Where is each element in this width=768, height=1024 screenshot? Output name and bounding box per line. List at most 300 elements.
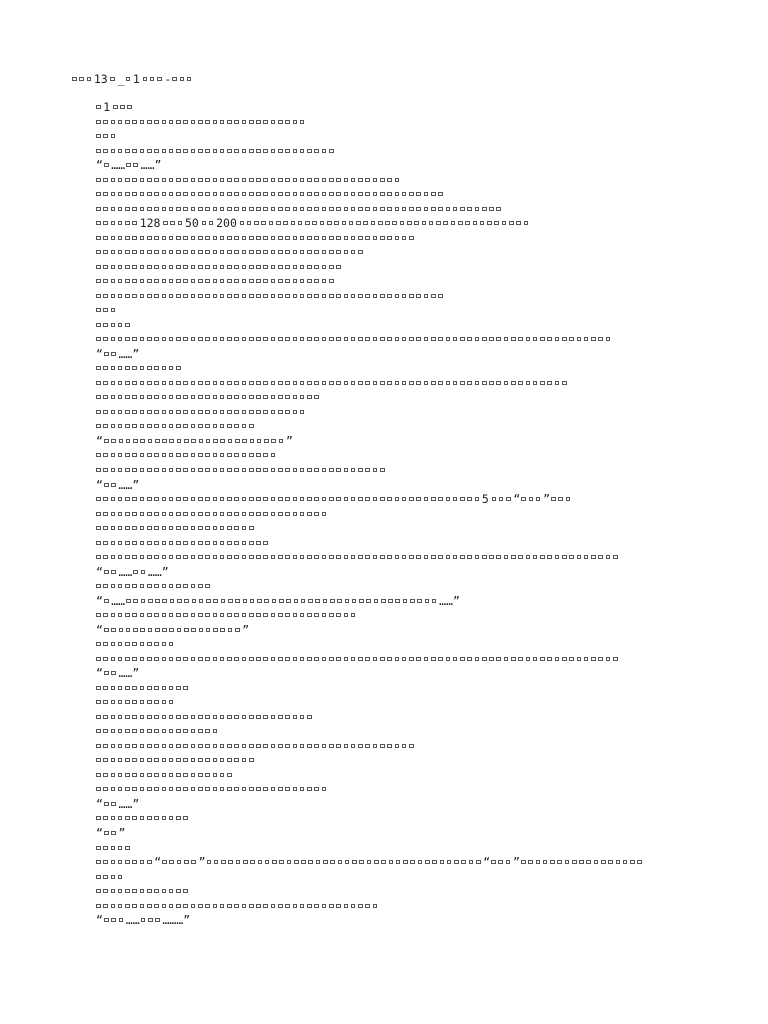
body-line <box>96 608 358 622</box>
missing-glyph-box <box>330 599 335 604</box>
missing-glyph-box <box>300 207 305 212</box>
missing-glyph-box <box>111 308 116 313</box>
missing-glyph-box <box>198 395 203 400</box>
missing-glyph-box <box>263 512 268 517</box>
missing-glyph-box <box>198 904 203 909</box>
body-line <box>96 405 307 419</box>
missing-glyph-box <box>103 308 108 313</box>
missing-glyph-box <box>103 265 108 270</box>
missing-glyph-box <box>307 192 312 197</box>
missing-glyph-box <box>467 497 472 502</box>
missing-glyph-box <box>227 453 232 458</box>
missing-glyph-box <box>191 439 196 444</box>
missing-glyph-box <box>198 149 203 154</box>
missing-glyph-box <box>256 265 261 270</box>
missing-glyph-box <box>322 512 327 517</box>
missing-glyph-box <box>176 337 181 342</box>
missing-glyph-box <box>111 178 116 183</box>
missing-glyph-box <box>387 178 392 183</box>
missing-glyph-box <box>227 526 232 531</box>
missing-glyph-box <box>192 599 197 604</box>
missing-glyph-box <box>256 410 261 415</box>
missing-glyph-box <box>351 657 356 662</box>
missing-glyph-box <box>227 149 232 154</box>
missing-glyph-box <box>387 744 392 749</box>
missing-glyph-box <box>96 395 101 400</box>
missing-glyph-box <box>234 410 239 415</box>
missing-glyph-box <box>431 207 436 212</box>
missing-glyph-box <box>380 497 385 502</box>
missing-glyph-box <box>198 715 203 720</box>
missing-glyph-box <box>111 657 116 662</box>
missing-glyph-box <box>536 497 541 502</box>
missing-glyph-box <box>242 236 247 241</box>
missing-glyph-box <box>140 657 145 662</box>
missing-glyph-box <box>491 860 496 865</box>
missing-glyph-box <box>111 889 116 894</box>
missing-glyph-box <box>322 497 327 502</box>
missing-glyph-box <box>96 729 101 734</box>
missing-glyph-box <box>460 337 465 342</box>
missing-glyph-box <box>227 904 232 909</box>
missing-glyph-box <box>154 410 159 415</box>
missing-glyph-box <box>169 337 174 342</box>
missing-glyph-box <box>234 715 239 720</box>
missing-glyph-box <box>518 657 523 662</box>
missing-glyph-box <box>183 424 188 429</box>
visible-text: …… <box>111 158 126 172</box>
missing-glyph-box <box>336 555 341 560</box>
missing-glyph-box <box>148 918 153 923</box>
missing-glyph-box <box>220 395 225 400</box>
missing-glyph-box <box>278 381 283 386</box>
missing-glyph-box <box>432 860 437 865</box>
missing-glyph-box <box>249 337 254 342</box>
missing-glyph-box <box>263 613 268 618</box>
missing-glyph-box <box>162 265 167 270</box>
missing-glyph-box <box>263 149 268 154</box>
missing-glyph-box <box>111 221 116 226</box>
missing-glyph-box <box>154 889 159 894</box>
missing-glyph-box <box>213 294 218 299</box>
missing-glyph-box <box>263 236 268 241</box>
missing-glyph-box <box>183 410 188 415</box>
missing-glyph-box <box>118 294 123 299</box>
missing-glyph-box <box>416 555 421 560</box>
missing-glyph-box <box>227 250 232 255</box>
missing-glyph-box <box>176 395 181 400</box>
missing-glyph-box <box>147 787 152 792</box>
missing-glyph-box <box>344 294 349 299</box>
missing-glyph-box <box>279 439 284 444</box>
missing-glyph-box <box>446 207 451 212</box>
missing-glyph-box <box>307 149 312 154</box>
missing-glyph-box <box>140 395 145 400</box>
missing-glyph-box <box>432 599 437 604</box>
missing-glyph-box <box>162 453 167 458</box>
missing-glyph-box <box>293 381 298 386</box>
missing-glyph-box <box>365 468 370 473</box>
missing-glyph-box <box>103 424 108 429</box>
missing-glyph-box <box>482 337 487 342</box>
missing-glyph-box <box>140 555 145 560</box>
missing-glyph-box <box>96 758 101 763</box>
visible-text: 5 <box>481 492 489 506</box>
body-line <box>96 478 140 492</box>
missing-glyph-box <box>155 628 160 633</box>
visible-text: 128 <box>139 216 161 230</box>
missing-glyph-box <box>140 250 145 255</box>
missing-glyph-box <box>140 497 145 502</box>
visible-text: ………” <box>162 913 191 927</box>
missing-glyph-box <box>344 555 349 560</box>
missing-glyph-box <box>540 555 545 560</box>
missing-glyph-box <box>176 120 181 125</box>
missing-glyph-box <box>307 657 312 662</box>
missing-glyph-box <box>285 410 290 415</box>
missing-glyph-box <box>220 453 225 458</box>
missing-glyph-box <box>125 279 130 284</box>
missing-glyph-box <box>140 613 145 618</box>
missing-glyph-box <box>169 526 174 531</box>
missing-glyph-box <box>344 381 349 386</box>
missing-glyph-box <box>431 657 436 662</box>
missing-glyph-box <box>147 904 152 909</box>
missing-glyph-box <box>336 613 341 618</box>
missing-glyph-box <box>314 657 319 662</box>
missing-glyph-box <box>278 715 283 720</box>
missing-glyph-box <box>205 555 210 560</box>
missing-glyph-box <box>183 889 188 894</box>
missing-glyph-box <box>606 337 611 342</box>
missing-glyph-box <box>285 512 290 517</box>
missing-glyph-box <box>467 207 472 212</box>
missing-glyph-box <box>118 758 123 763</box>
missing-glyph-box <box>169 889 174 894</box>
missing-glyph-box <box>96 773 101 778</box>
missing-glyph-box <box>403 860 408 865</box>
missing-glyph-box <box>213 381 218 386</box>
missing-glyph-box <box>366 599 371 604</box>
missing-glyph-box <box>126 163 131 168</box>
missing-glyph-box <box>249 613 254 618</box>
missing-glyph-box <box>301 860 306 865</box>
missing-glyph-box <box>96 512 101 517</box>
missing-glyph-box <box>278 468 283 473</box>
missing-glyph-box <box>103 700 108 705</box>
missing-glyph-box <box>373 178 378 183</box>
missing-glyph-box <box>285 207 290 212</box>
missing-glyph-box <box>278 279 283 284</box>
missing-glyph-box <box>176 178 181 183</box>
missing-glyph-box <box>285 904 290 909</box>
missing-glyph-box <box>336 497 341 502</box>
missing-glyph-box <box>438 497 443 502</box>
missing-glyph-box <box>242 207 247 212</box>
missing-glyph-box <box>528 860 533 865</box>
missing-glyph-box <box>562 555 567 560</box>
missing-glyph-box <box>300 555 305 560</box>
missing-glyph-box <box>140 773 145 778</box>
missing-glyph-box <box>263 381 268 386</box>
missing-glyph-box <box>140 366 145 371</box>
missing-glyph-box <box>577 337 582 342</box>
missing-glyph-box <box>349 221 354 226</box>
missing-glyph-box <box>320 221 325 226</box>
missing-glyph-box <box>176 424 181 429</box>
body-line <box>96 216 531 230</box>
missing-glyph-box <box>387 657 392 662</box>
body-line <box>96 376 569 390</box>
missing-glyph-box <box>577 657 582 662</box>
missing-glyph-box <box>220 149 225 154</box>
missing-glyph-box <box>402 192 407 197</box>
missing-glyph-box <box>220 381 225 386</box>
missing-glyph-box <box>191 758 196 763</box>
missing-glyph-box <box>191 541 196 546</box>
body-line <box>96 666 140 680</box>
missing-glyph-box <box>176 192 181 197</box>
body-line <box>96 724 220 738</box>
missing-glyph-box <box>227 120 232 125</box>
missing-glyph-box <box>263 904 268 909</box>
missing-glyph-box <box>293 279 298 284</box>
missing-glyph-box <box>307 904 312 909</box>
missing-glyph-box <box>140 729 145 734</box>
missing-glyph-box <box>96 178 101 183</box>
missing-glyph-box <box>387 555 392 560</box>
missing-glyph-box <box>140 700 145 705</box>
missing-glyph-box <box>271 613 276 618</box>
missing-glyph-box <box>147 453 152 458</box>
missing-glyph-box <box>111 831 116 836</box>
missing-glyph-box <box>169 424 174 429</box>
missing-glyph-box <box>220 613 225 618</box>
body-line <box>96 390 322 404</box>
missing-glyph-box <box>249 904 254 909</box>
missing-glyph-box <box>169 192 174 197</box>
missing-glyph-box <box>162 628 167 633</box>
body-line <box>96 231 416 245</box>
missing-glyph-box <box>498 860 503 865</box>
missing-glyph-box <box>111 686 116 691</box>
missing-glyph-box <box>176 265 181 270</box>
missing-glyph-box <box>271 279 276 284</box>
missing-glyph-box <box>547 555 552 560</box>
missing-glyph-box <box>220 555 225 560</box>
missing-glyph-box <box>234 395 239 400</box>
missing-glyph-box <box>104 918 109 923</box>
visible-text: - <box>164 72 172 86</box>
missing-glyph-box <box>307 265 312 270</box>
missing-glyph-box <box>351 294 356 299</box>
missing-glyph-box <box>242 381 247 386</box>
missing-glyph-box <box>314 279 319 284</box>
missing-glyph-box <box>447 860 452 865</box>
missing-glyph-box <box>358 294 363 299</box>
missing-glyph-box <box>263 541 268 546</box>
missing-glyph-box <box>103 657 108 662</box>
missing-glyph-box <box>221 860 226 865</box>
missing-glyph-box <box>147 207 152 212</box>
missing-glyph-box <box>307 497 312 502</box>
missing-glyph-box <box>132 410 137 415</box>
missing-glyph-box <box>438 294 443 299</box>
missing-glyph-box <box>132 120 137 125</box>
missing-glyph-box <box>322 265 327 270</box>
missing-glyph-box <box>461 860 466 865</box>
missing-glyph-box <box>191 265 196 270</box>
missing-glyph-box <box>271 904 276 909</box>
missing-glyph-box <box>162 395 167 400</box>
missing-glyph-box <box>118 613 123 618</box>
missing-glyph-box <box>213 192 218 197</box>
missing-glyph-box <box>234 120 239 125</box>
missing-glyph-box <box>191 149 196 154</box>
missing-glyph-box <box>322 744 327 749</box>
missing-glyph-box <box>234 279 239 284</box>
missing-glyph-box <box>111 279 116 284</box>
missing-glyph-box <box>96 134 101 139</box>
missing-glyph-box <box>460 657 465 662</box>
missing-glyph-box <box>183 686 188 691</box>
missing-glyph-box <box>125 178 130 183</box>
missing-glyph-box <box>475 497 480 502</box>
missing-glyph-box <box>601 860 606 865</box>
missing-glyph-box <box>177 439 182 444</box>
missing-glyph-box <box>191 337 196 342</box>
missing-glyph-box <box>526 555 531 560</box>
missing-glyph-box <box>147 279 152 284</box>
body-line <box>96 158 162 172</box>
missing-glyph-box <box>363 221 368 226</box>
missing-glyph-box <box>431 337 436 342</box>
missing-glyph-box <box>300 236 305 241</box>
missing-glyph-box <box>176 744 181 749</box>
missing-glyph-box <box>176 250 181 255</box>
missing-glyph-box <box>558 497 563 502</box>
missing-glyph-box <box>242 904 247 909</box>
missing-glyph-box <box>316 860 321 865</box>
missing-glyph-box <box>183 265 188 270</box>
missing-glyph-box <box>96 105 101 110</box>
missing-glyph-box <box>234 541 239 546</box>
missing-glyph-box <box>489 555 494 560</box>
missing-glyph-box <box>213 453 218 458</box>
missing-glyph-box <box>591 555 596 560</box>
missing-glyph-box <box>118 816 123 821</box>
missing-glyph-box <box>451 221 456 226</box>
missing-glyph-box <box>234 149 239 154</box>
missing-glyph-box <box>533 381 538 386</box>
missing-glyph-box <box>125 497 130 502</box>
missing-glyph-box <box>278 236 283 241</box>
missing-glyph-box <box>261 221 266 226</box>
missing-glyph-box <box>499 497 504 502</box>
missing-glyph-box <box>198 512 203 517</box>
missing-glyph-box <box>162 642 167 647</box>
missing-glyph-box <box>213 758 218 763</box>
missing-glyph-box <box>227 178 232 183</box>
missing-glyph-box <box>336 657 341 662</box>
missing-glyph-box <box>351 613 356 618</box>
missing-glyph-box <box>234 337 239 342</box>
missing-glyph-box <box>205 381 210 386</box>
missing-glyph-box <box>126 77 131 82</box>
missing-glyph-box <box>249 453 254 458</box>
missing-glyph-box <box>169 555 174 560</box>
missing-glyph-box <box>358 657 363 662</box>
missing-glyph-box <box>234 265 239 270</box>
missing-glyph-box <box>118 889 123 894</box>
missing-glyph-box <box>111 715 116 720</box>
missing-glyph-box <box>140 207 145 212</box>
missing-glyph-box <box>96 787 101 792</box>
missing-glyph-box <box>103 337 108 342</box>
missing-glyph-box <box>496 381 501 386</box>
missing-glyph-box <box>205 279 210 284</box>
missing-glyph-box <box>249 541 254 546</box>
missing-glyph-box <box>191 279 196 284</box>
missing-glyph-box <box>234 381 239 386</box>
missing-glyph-box <box>104 671 109 676</box>
missing-glyph-box <box>227 787 232 792</box>
missing-glyph-box <box>460 381 465 386</box>
missing-glyph-box <box>191 729 196 734</box>
missing-glyph-box <box>147 657 152 662</box>
body-line <box>96 826 126 840</box>
missing-glyph-box <box>263 250 268 255</box>
missing-glyph-box <box>162 178 167 183</box>
missing-glyph-box <box>227 337 232 342</box>
missing-glyph-box <box>518 337 523 342</box>
missing-glyph-box <box>345 599 350 604</box>
missing-glyph-box <box>183 613 188 618</box>
missing-glyph-box <box>565 860 570 865</box>
missing-glyph-box <box>191 526 196 531</box>
missing-glyph-box <box>336 744 341 749</box>
missing-glyph-box <box>351 207 356 212</box>
missing-glyph-box <box>198 773 203 778</box>
missing-glyph-box <box>147 541 152 546</box>
missing-glyph-box <box>387 192 392 197</box>
missing-glyph-box <box>147 642 152 647</box>
missing-glyph-box <box>402 381 407 386</box>
missing-glyph-box <box>300 395 305 400</box>
missing-glyph-box <box>256 613 261 618</box>
missing-glyph-box <box>191 555 196 560</box>
missing-glyph-box <box>183 787 188 792</box>
missing-glyph-box <box>191 178 196 183</box>
missing-glyph-box <box>256 337 261 342</box>
missing-glyph-box <box>329 337 334 342</box>
missing-glyph-box <box>205 424 210 429</box>
missing-glyph-box <box>104 352 109 357</box>
missing-glyph-box <box>132 453 137 458</box>
missing-glyph-box <box>183 120 188 125</box>
missing-glyph-box <box>518 381 523 386</box>
missing-glyph-box <box>630 860 635 865</box>
missing-glyph-box <box>111 570 116 575</box>
missing-glyph-box <box>220 468 225 473</box>
missing-glyph-box <box>154 657 159 662</box>
missing-glyph-box <box>147 395 152 400</box>
missing-glyph-box <box>249 787 254 792</box>
missing-glyph-box <box>293 904 298 909</box>
missing-glyph-box <box>147 294 152 299</box>
missing-glyph-box <box>387 236 392 241</box>
missing-glyph-box <box>118 512 123 517</box>
